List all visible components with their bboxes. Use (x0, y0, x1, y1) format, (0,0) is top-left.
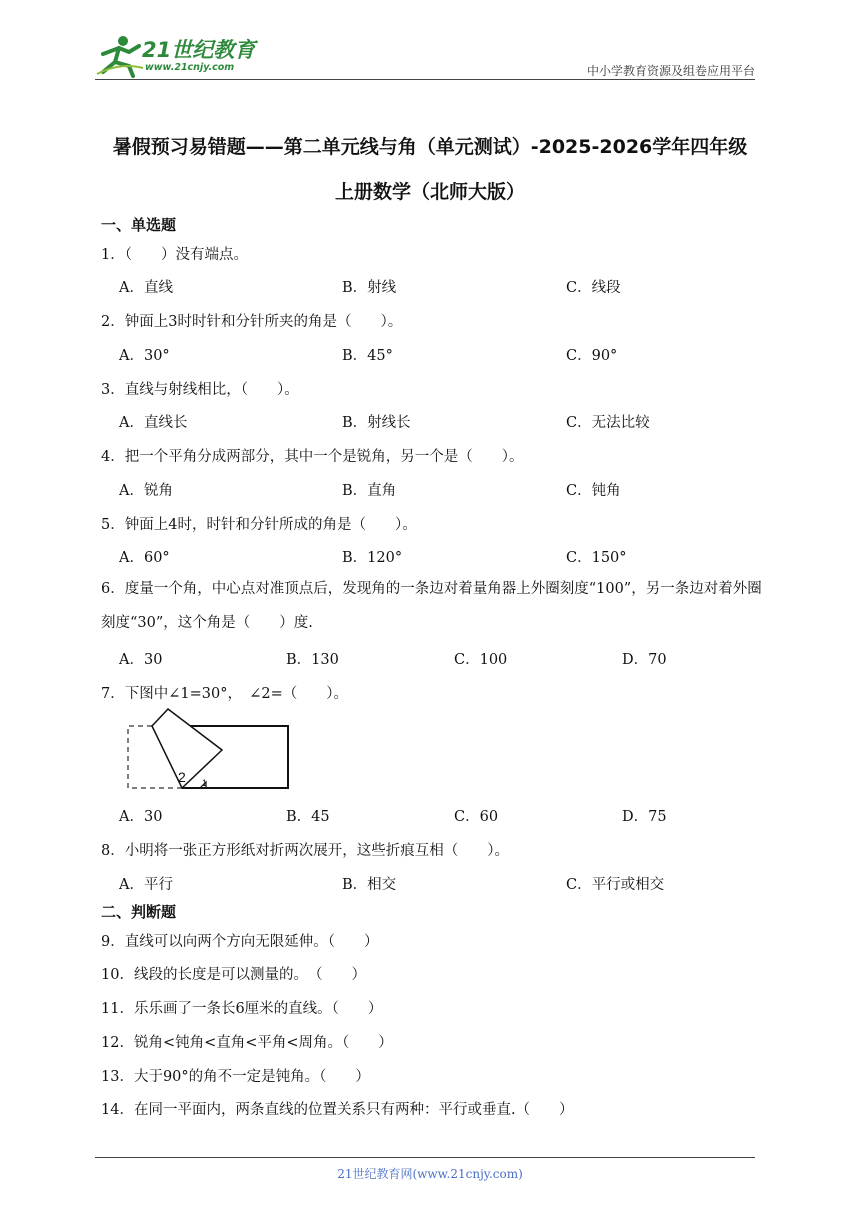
judgment-12: 12．锐角<钝角<直角<平角<周角。（ ） (101, 1035, 393, 1051)
question-6-option-d: D．70 (622, 652, 667, 668)
question-1-option-a: A．直线 (119, 280, 173, 296)
question-7-option-d: D．75 (622, 809, 667, 825)
question-7-option-c: C．60 (454, 809, 499, 825)
judgment-13: 13．大于90°的角不一定是钝角。（ ） (101, 1069, 370, 1085)
section-heading-true-false: 二、判断题 (101, 903, 177, 921)
question-6: 6．度量一个角，中心点对准顶点后，发现角的一条边对着量角器上外圈刻度“100”，另一条边对着外圈刻度“30”，这个角是（ ）度. (101, 581, 762, 631)
question-7-option-a: A．30 (119, 809, 163, 825)
header-platform-text: 中小学教育资源及组卷应用平台 (586, 64, 755, 78)
judgment-10: 10．线段的长度是可以测量的。 （ ） (101, 967, 366, 983)
question-8-option-b: B．相交 (342, 877, 397, 893)
header-divider (95, 79, 755, 80)
question-6-option-c: C．100 (454, 652, 508, 668)
question-4-option-a: A．锐角 (119, 483, 173, 499)
page-title-line-1: 暑假预习易错题——第二单元线与角（单元测试）-2025-2026学年四年级 (112, 136, 748, 158)
question-6-option-a: A．30 (119, 652, 163, 668)
question-5-option-c: C．150° (566, 550, 627, 566)
question-2-option-b: B．45° (342, 348, 393, 364)
footer-divider (95, 1157, 755, 1158)
question-5: 5．钟面上4时，时针和分针所成的角是（ ）。 (101, 517, 417, 533)
judgment-11: 11．乐乐画了一条长6厘米的直线。（ ） (101, 1001, 383, 1017)
question-3-option-c: C．无法比较 (566, 415, 650, 431)
question-2-option-a: A．30° (119, 348, 170, 364)
question-7-option-b: B．45 (286, 809, 330, 825)
section-heading-single-choice: 一、单选题 (101, 216, 177, 234)
question-4-option-c: C．钝角 (566, 483, 621, 499)
question-5-option-a: A．60° (119, 550, 170, 566)
logo-text: 21世纪教育 (142, 38, 256, 62)
question-3-option-a: A．直线长 (119, 415, 188, 431)
logo (95, 32, 265, 78)
question-6-option-b: B．130 (286, 652, 339, 668)
question-3: 3．直线与射线相比，（ ）。 (101, 382, 299, 398)
question-7: 7．下图中∠1=30°， ∠2=（ ）。 (101, 686, 348, 702)
question-8-option-c: C．平行或相交 (566, 877, 665, 893)
question-2-option-c: C．90° (566, 348, 618, 364)
question-2: 2．钟面上3时时针和分针所夹的角是（ ）。 (101, 314, 403, 330)
page-header (95, 32, 755, 80)
question-4: 4．把一个平角分成两部分，其中一个是锐角，另一个是（ ）。 (101, 449, 524, 465)
question-4-option-b: B．直角 (342, 483, 397, 499)
question-1-option-c: C．线段 (566, 280, 621, 296)
question-8: 8．小明将一张正方形纸对折两次展开，这些折痕互相（ ）。 (101, 843, 509, 859)
question-1-option-b: B．射线 (342, 280, 397, 296)
angle-1-label: 1 (202, 778, 208, 788)
angle-2-label: 2 (178, 769, 186, 785)
judgment-14: 14．在同一平面内，两条直线的位置关系只有两种：平行或垂直.（ ） (101, 1102, 574, 1118)
question-3-option-b: B．射线长 (342, 415, 411, 431)
runner-logo-icon (95, 32, 145, 78)
footer-link[interactable]: 21世纪教育网(www.21cnjy.com) (337, 1167, 523, 1181)
question-5-option-b: B．120° (342, 550, 403, 566)
question-1: 1．（ ）没有端点。 (101, 247, 248, 263)
question-8-option-a: A．平行 (119, 877, 173, 893)
judgment-9: 9．直线可以向两个方向无限延伸。（ ） (101, 934, 379, 950)
folded-paper-figure (122, 706, 292, 796)
page-title-line-2: 上册数学（北师大版） (334, 181, 525, 203)
logo-url: www.21cnjy.com (145, 62, 235, 73)
